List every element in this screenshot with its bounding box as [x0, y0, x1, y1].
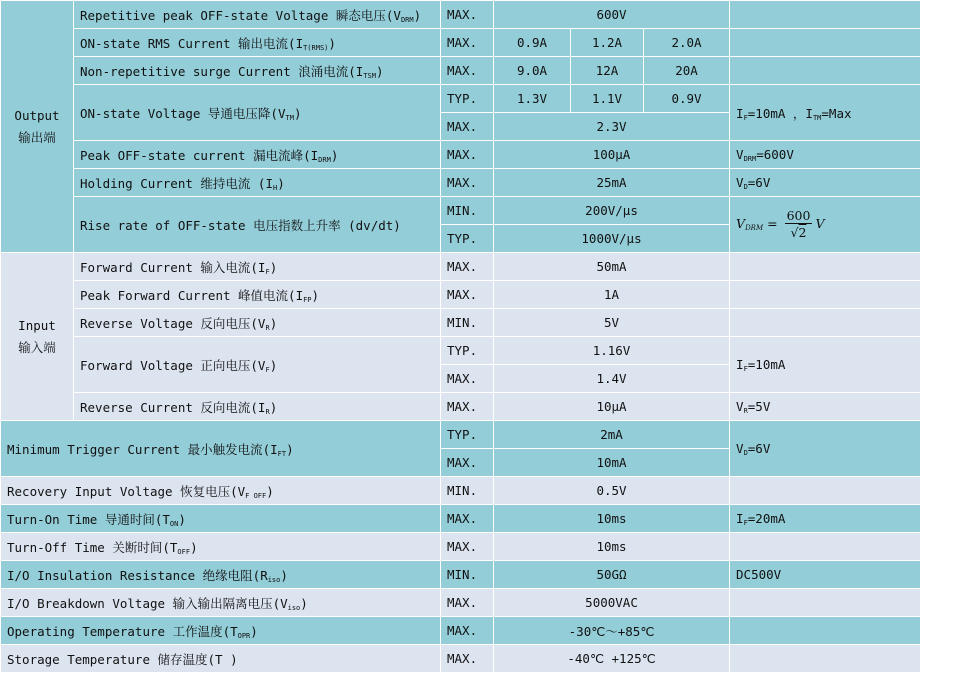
- cond-vr: [730, 309, 921, 337]
- row-ton: [1, 505, 921, 533]
- type-vfoff: MIN.: [441, 477, 494, 505]
- output-group-label: Output 输出端: [1, 1, 74, 253]
- value-itrms-2: 1.2A: [571, 29, 644, 57]
- value-ih: 25mA: [494, 169, 730, 197]
- row-vdrm: [1, 1, 921, 29]
- param-topr: Operating Temperature 工作温度$(T_{OPR})$: [1, 617, 441, 645]
- cond-ifp: [730, 281, 921, 309]
- param-itrms: ON-state RMS Current 输出电流$(I_{T(RMS)})$: [74, 29, 441, 57]
- cond-viso: [730, 589, 921, 617]
- value-ift-max: 10mA: [494, 449, 730, 477]
- row-vfoff: [1, 477, 921, 505]
- row-idrm: [1, 141, 921, 169]
- cond-tstg: [730, 645, 921, 673]
- type-if: MAX.: [441, 253, 494, 281]
- row-vf-typ: [1, 337, 921, 365]
- type-vf-max: MAX.: [441, 365, 494, 393]
- param-vtm: ON-state Voltage 导通电压降$(V_{TM})$: [74, 85, 441, 141]
- row-riso: [1, 561, 921, 589]
- type-tstg: MAX.: [441, 645, 494, 673]
- value-tstg: -40℃ +125℃: [494, 645, 730, 673]
- row-topr: [1, 617, 921, 645]
- value-vf-max: 1.4V: [494, 365, 730, 393]
- type-dvdt-typ: TYP.: [441, 225, 494, 253]
- cond-vdrm: [730, 1, 921, 29]
- param-riso: I/O Insulation Resistance 绝缘电阻$(R_{iso})$: [1, 561, 441, 589]
- type-topr: MAX.: [441, 617, 494, 645]
- value-ton: 10ms: [494, 505, 730, 533]
- param-itsm: Non-repetitive surge Current 浪涌电流$(I_{TSM})$: [74, 57, 441, 85]
- value-vfoff: 0.5V: [494, 477, 730, 505]
- value-viso: 5000VAC: [494, 589, 730, 617]
- param-ifp: Peak Forward Current 峰值电流$(I_{FP})$: [74, 281, 441, 309]
- value-vf-typ: 1.16V: [494, 337, 730, 365]
- value-idrm: 100μA: [494, 141, 730, 169]
- type-riso: MIN.: [441, 561, 494, 589]
- type-viso: MAX.: [441, 589, 494, 617]
- param-tstg: Storage Temperature 储存温度(T ): [1, 645, 441, 673]
- value-vtm-1: 1.3V: [494, 85, 571, 113]
- value-ift-typ: 2mA: [494, 421, 730, 449]
- cond-ih: $V_D=6V$: [730, 169, 921, 197]
- type-ift-typ: TYP.: [441, 421, 494, 449]
- cond-ift: $V_D=6V$: [730, 421, 921, 477]
- type-vdrm: MAX.: [441, 1, 494, 29]
- param-viso: I/O Breakdown Voltage 输入输出隔离电压$(V_{iso})$: [1, 589, 441, 617]
- value-itsm-1: 9.0A: [494, 57, 571, 85]
- value-dvdt-min: 200V/μs: [494, 197, 730, 225]
- dvdt-fraction: $\frac{600}{√2}$: [786, 208, 811, 240]
- value-vr: 5V: [494, 309, 730, 337]
- row-itrms: [1, 29, 921, 57]
- row-itsm: [1, 57, 921, 85]
- type-idrm: MAX.: [441, 141, 494, 169]
- input-group-label: Input 输入端: [1, 253, 74, 421]
- row-viso: [1, 589, 921, 617]
- cond-if: [730, 253, 921, 281]
- type-vr: MIN.: [441, 309, 494, 337]
- row-ift-typ: [1, 421, 921, 449]
- cond-riso: DC500V: [730, 561, 921, 589]
- param-if: Forward Current 输入电流$(I_F)$: [74, 253, 441, 281]
- value-itrms-3: 2.0A: [644, 29, 730, 57]
- type-vf-typ: TYP.: [441, 337, 494, 365]
- value-vdrm: 600V: [494, 1, 730, 29]
- cond-vf: $I_F=10mA$: [730, 337, 921, 393]
- value-itsm-3: 20A: [644, 57, 730, 85]
- value-itsm-2: 12A: [571, 57, 644, 85]
- type-vtm-max: MAX.: [441, 113, 494, 141]
- type-itrms: MAX.: [441, 29, 494, 57]
- type-itsm: MAX.: [441, 57, 494, 85]
- row-if: [1, 253, 921, 281]
- type-vtm-typ: TYP.: [441, 85, 494, 113]
- cond-topr: [730, 617, 921, 645]
- cond-ir: $V_R=5V$: [730, 393, 921, 421]
- value-itrms-1: 0.9A: [494, 29, 571, 57]
- row-vtm-typ: [1, 85, 921, 113]
- param-ift: Minimum Trigger Current 最小触发电流$(I_{FT})$: [1, 421, 441, 477]
- param-vf: Forward Voltage 正向电压$(V_F)$: [74, 337, 441, 393]
- param-ih: Holding Current 维持电流 $(I_H)$: [74, 169, 441, 197]
- type-ift-max: MAX.: [441, 449, 494, 477]
- type-ir: MAX.: [441, 393, 494, 421]
- type-ifp: MAX.: [441, 281, 494, 309]
- value-dvdt-typ: 1000V/μs: [494, 225, 730, 253]
- value-vtm-max: 2.3V: [494, 113, 730, 141]
- cond-itrms: [730, 29, 921, 57]
- cond-ton: $I_F=20mA$: [730, 505, 921, 533]
- cond-vtm: $I_F=10mA$ ，$I_{TM}=Max$: [730, 85, 921, 141]
- type-dvdt-min: MIN.: [441, 197, 494, 225]
- dvdt-formula: $V_{DRM}$ = $\frac{600}{√2}$ V: [730, 197, 921, 253]
- type-ton: MAX.: [441, 505, 494, 533]
- value-if: 50mA: [494, 253, 730, 281]
- value-topr: -30℃～+85℃: [494, 617, 730, 645]
- type-toff: MAX.: [441, 533, 494, 561]
- param-vfoff: Recovery Input Voltage 恢复电压$(V_{F OFF})$: [1, 477, 441, 505]
- row-ir: [1, 393, 921, 421]
- row-ih: [1, 169, 921, 197]
- param-idrm: Peak OFF-state current 漏电流峰$(I_{DRM})$: [74, 141, 441, 169]
- param-ir: Reverse Current 反向电流$(I_R)$: [74, 393, 441, 421]
- row-tstg: [1, 645, 921, 673]
- cond-vfoff: [730, 477, 921, 505]
- value-vtm-3: 0.9V: [644, 85, 730, 113]
- cond-idrm: $V_{DRM}=600V$: [730, 141, 921, 169]
- value-toff: 10ms: [494, 533, 730, 561]
- param-dvdt: Rise rate of OFF-state 电压指数上升率 (dv/dt): [74, 197, 441, 253]
- param-toff: Turn-Off Time 关断时间$(T_{OFF})$: [1, 533, 441, 561]
- row-dvdt-min: [1, 197, 921, 225]
- value-ifp: 1A: [494, 281, 730, 309]
- param-vdrm: Repetitive peak OFF-state Voltage 瞬态电压$(V_{DRM})$: [74, 1, 441, 29]
- row-toff: [1, 533, 921, 561]
- type-ih: MAX.: [441, 169, 494, 197]
- row-vr: [1, 309, 921, 337]
- cond-itsm: [730, 57, 921, 85]
- value-vtm-2: 1.1V: [571, 85, 644, 113]
- param-vr: Reverse Voltage 反向电压$(V_R)$: [74, 309, 441, 337]
- row-ifp: [1, 281, 921, 309]
- value-riso: 50GΩ: [494, 561, 730, 589]
- param-ton: Turn-On Time 导通时间$(T_{ON})$: [1, 505, 441, 533]
- cond-toff: [730, 533, 921, 561]
- value-ir: 10μA: [494, 393, 730, 421]
